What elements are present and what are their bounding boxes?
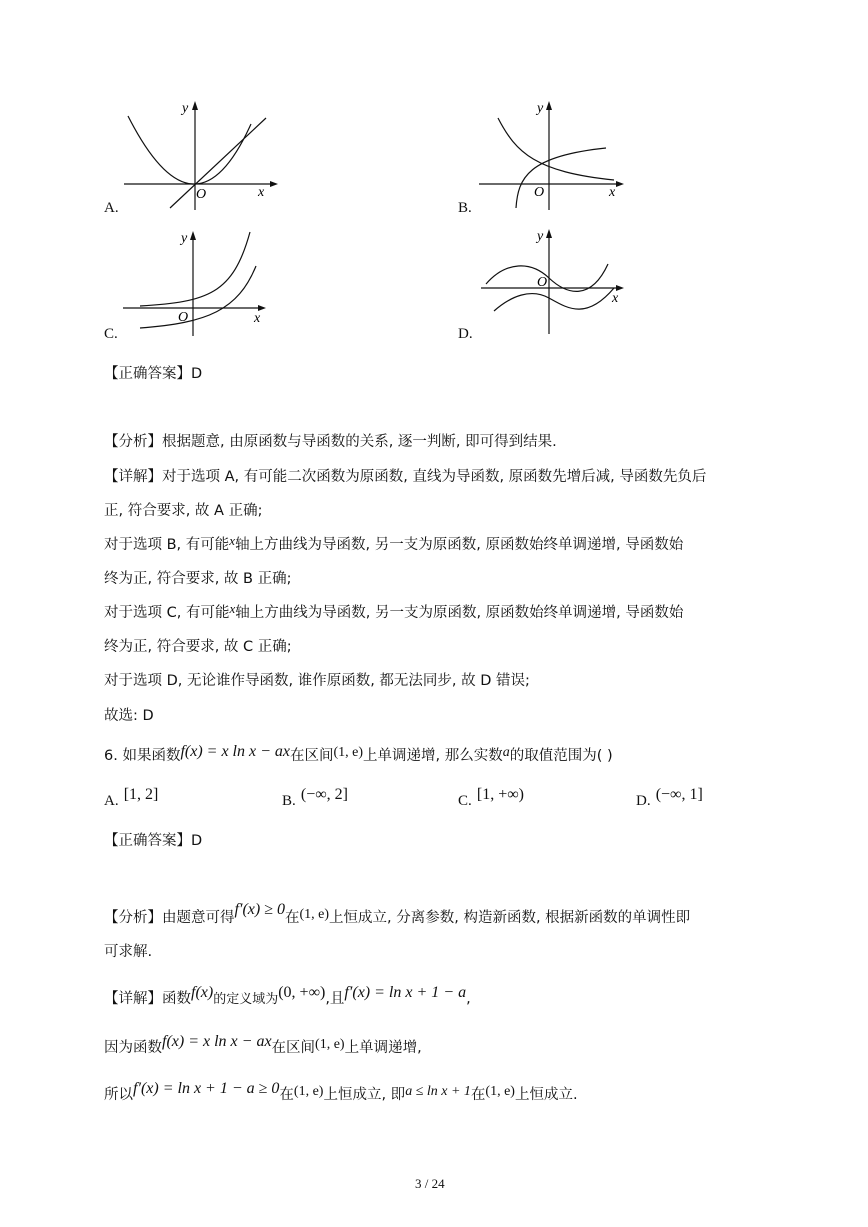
math-interval: (1, e) (293, 1084, 324, 1099)
q5-analysis: 【分析】根据题意, 由原函数与导函数的关系, 逐一判断, 即可得到结果. (104, 434, 557, 450)
graph-b-x-label: x (609, 185, 616, 200)
text: 轴上方曲线为导函数, 另一支为原函数, 原函数始终单调递增, 导函数始 (235, 537, 684, 553)
math-func: f(x) = x ln x − ax (162, 1033, 272, 1050)
math-ineq: a ≤ ln x + 1 (405, 1084, 471, 1099)
math-domain: (0, +∞) (278, 984, 326, 1001)
option-value: (−∞, 1] (655, 786, 703, 803)
q5-answer: 【正确答案】D (104, 366, 203, 382)
text: 【分析】由题意可得 (104, 910, 235, 926)
option-letter: D. (636, 793, 651, 809)
text: 所以 (104, 1087, 133, 1103)
option-value: [1, 2] (123, 786, 159, 803)
text: 上单调递增, (344, 1040, 422, 1056)
text: ,且 (325, 991, 345, 1007)
option-letter: C. (458, 793, 472, 809)
graph-c-label: C. (104, 326, 118, 342)
q6-analysis-line1 (104, 901, 690, 927)
q5-detail-c-line2: 终为正, 符合要求, 故 C 正确; (104, 639, 292, 655)
graph-c (118, 228, 268, 338)
math-var: x (229, 601, 236, 616)
text: 在区间 (290, 748, 334, 764)
math-deriv: f′(x) = ln x + 1 − a (344, 984, 467, 1001)
q5-conclusion: 故选: D (104, 708, 154, 724)
text: 因为函数 (104, 1040, 162, 1056)
text: 的定义域为 (213, 992, 279, 1007)
option-letter: B. (282, 793, 296, 809)
text: 的取值范围为( ) (509, 748, 613, 764)
text: 在 (279, 1087, 294, 1103)
math-interval: (1, e) (485, 1084, 515, 1099)
q5-detail-b-line1 (104, 533, 683, 554)
q5-detail-a-line2: 正, 符合要求, 故 A 正确; (104, 503, 263, 519)
q5-detail-a-line1: 【详解】对于选项 A, 有可能二次函数为原函数, 直线为导函数, 原函数先增后减, 导函数先负后 (104, 469, 707, 485)
text: 轴上方曲线为导函数, 另一支为原函数, 原函数始终单调递增, 导函数始 (235, 605, 684, 621)
text: 上单调递增, 那么实数 (363, 748, 503, 764)
graph-d-label: D. (458, 326, 473, 342)
q5-detail-b-line2: 终为正, 符合要求, 故 B 正确; (104, 571, 292, 587)
math-interval: (1, e) (299, 907, 330, 922)
graph-a-label: A. (104, 200, 119, 216)
text: 对于选项 B, 有可能 (104, 537, 230, 553)
text: , (466, 991, 471, 1007)
graph-a-x-label: x (258, 185, 265, 200)
text: 6. 如果函数 (104, 748, 181, 764)
text: 上恒成立. (514, 1087, 578, 1103)
graph-c-y-label: y (181, 231, 188, 246)
q6-analysis-line2: 可求解. (104, 944, 153, 960)
graph-b-label: B. (458, 200, 472, 216)
text: 上恒成立, 即 (323, 1087, 406, 1103)
option-c[interactable] (458, 786, 524, 810)
math-var: a (502, 745, 510, 760)
option-value: [1, +∞) (476, 786, 524, 803)
math-f: f(x) (191, 984, 214, 1001)
graph-a-y-label: y (182, 101, 189, 116)
math-cond: f′(x) ≥ 0 (234, 901, 285, 918)
q6-because-line (104, 1033, 422, 1057)
text: 在 (284, 910, 300, 926)
graph-b-y-label: y (537, 101, 544, 116)
text: 对于选项 C, 有可能 (104, 605, 230, 621)
option-b[interactable] (282, 786, 348, 810)
math-interval: (1, e) (333, 745, 364, 760)
option-a[interactable] (104, 786, 158, 810)
math-var: x (229, 533, 236, 548)
math-cond: f′(x) = ln x + 1 − a ≥ 0 (133, 1080, 280, 1097)
q6-answer: 【正确答案】D (104, 833, 203, 849)
text: 在区间 (271, 1040, 316, 1056)
page-number: 3 / 24 (415, 1176, 445, 1191)
graph-b (476, 98, 626, 213)
text: 上恒成立, 分离参数, 构造新函数, 根据新函数的单调性即 (329, 910, 691, 926)
q5-detail-c-line1 (104, 601, 683, 622)
option-letter: A. (104, 793, 119, 809)
graph-d-y-label: y (537, 229, 544, 244)
graph-d-origin-label: O (537, 275, 548, 290)
q6-stem (104, 743, 613, 765)
graph-c-origin-label: O (178, 310, 189, 325)
graph-b-origin-label: O (534, 185, 545, 200)
graph-c-x-label: x (254, 311, 261, 326)
q6-so-line (104, 1080, 578, 1104)
graph-d-x-label: x (612, 291, 619, 306)
option-value: (−∞, 2] (300, 786, 348, 803)
q5-detail-d: 对于选项 D, 无论谁作导函数, 谁作原函数, 都无法同步, 故 D 错误; (104, 673, 530, 689)
math-func: f(x) = x ln x − ax (180, 743, 290, 760)
text: 在 (470, 1087, 486, 1103)
q6-detail-line1 (104, 984, 471, 1008)
text: 【详解】函数 (104, 991, 191, 1007)
graph-d (476, 226, 626, 338)
option-d[interactable] (636, 786, 703, 810)
math-interval: (1, e) (315, 1037, 345, 1052)
graph-a-origin-label: O (196, 187, 207, 202)
graph-a (118, 98, 278, 213)
